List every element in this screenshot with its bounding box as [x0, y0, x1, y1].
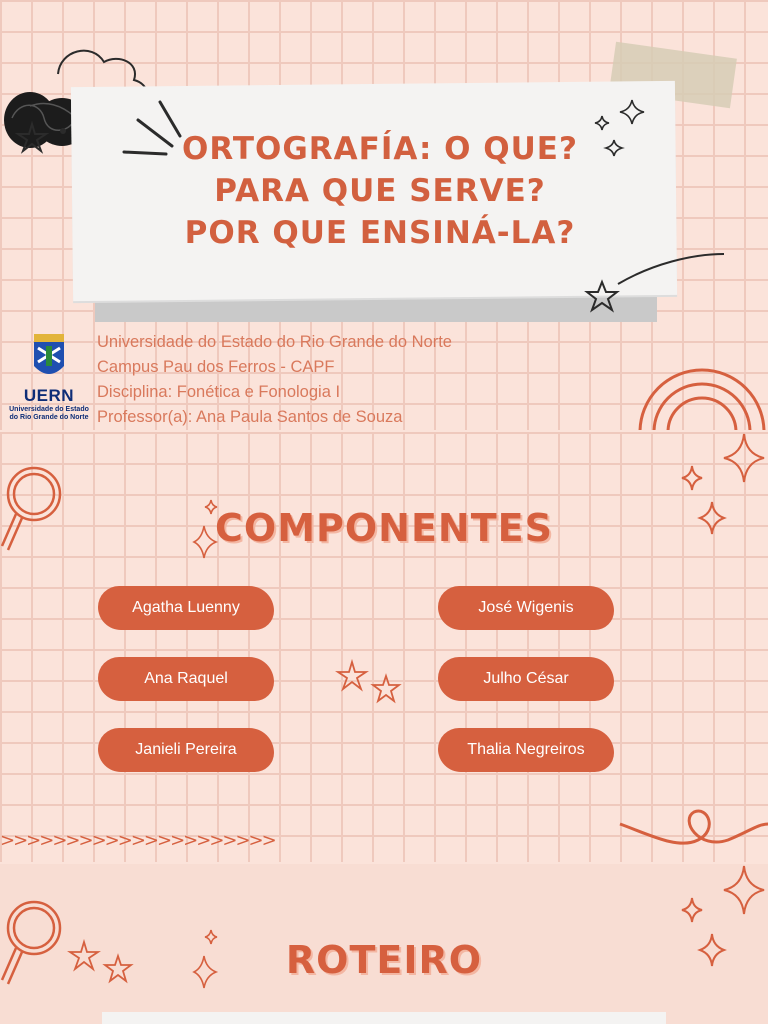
- sparkles-icon: [676, 864, 768, 974]
- info-university: Universidade do Estado do Rio Grande do Norte: [97, 333, 452, 351]
- member-pill: José Wigenis: [438, 586, 614, 630]
- member-pill: Janieli Pereira: [98, 728, 274, 772]
- chevron-border: >>>>>>>>>>>>>>>>>>>>>: [0, 830, 275, 851]
- member-pill: Julho César: [438, 657, 614, 701]
- sparkles-icon: [676, 432, 768, 542]
- roteiro-slide: [0, 864, 768, 1024]
- member-pill: Thalia Negreiros: [438, 728, 614, 772]
- title-line-2: PARA QUE SERVE?: [214, 173, 546, 209]
- dot-decoration: [60, 128, 66, 134]
- sparkles-icon: [590, 96, 650, 166]
- stars-doodle-icon: [334, 658, 406, 706]
- logo-acronym: UERN: [23, 386, 75, 405]
- components-slide: [0, 432, 768, 862]
- title-slide: [0, 0, 768, 430]
- institution-info: [97, 330, 452, 430]
- logo-name-2: do Rio Grande do Norte: [9, 414, 89, 421]
- member-pill: Ana Raquel: [98, 657, 274, 701]
- member-pill: Agatha Luenny: [98, 586, 274, 630]
- shooting-star-icon: [582, 248, 732, 328]
- title-line-1: ORTOGRAFÍA: O QUE?: [182, 131, 578, 167]
- crest-icon: [6, 330, 92, 386]
- info-discipline: Disciplina: Fonética e Fonologia I: [97, 383, 341, 401]
- star-doodle-icon: [14, 120, 54, 156]
- info-campus: Campus Pau dos Ferros - CAPF: [97, 358, 335, 376]
- rainbow-icon: [630, 356, 768, 430]
- components-heading: COMPONENTES: [215, 506, 553, 550]
- uern-logo: [6, 330, 92, 422]
- swirl-icon: [618, 800, 768, 862]
- title-line-3: POR QUE ENSINÁ-LA?: [184, 215, 576, 251]
- logo-name-1: Universidade do Estado: [9, 406, 89, 413]
- roteiro-heading: ROTEIRO: [285, 938, 483, 982]
- info-professor: Professor(a): Ana Paula Santos de Souza: [97, 408, 403, 426]
- page-title: [120, 128, 640, 254]
- content-card-edge: [102, 1012, 666, 1024]
